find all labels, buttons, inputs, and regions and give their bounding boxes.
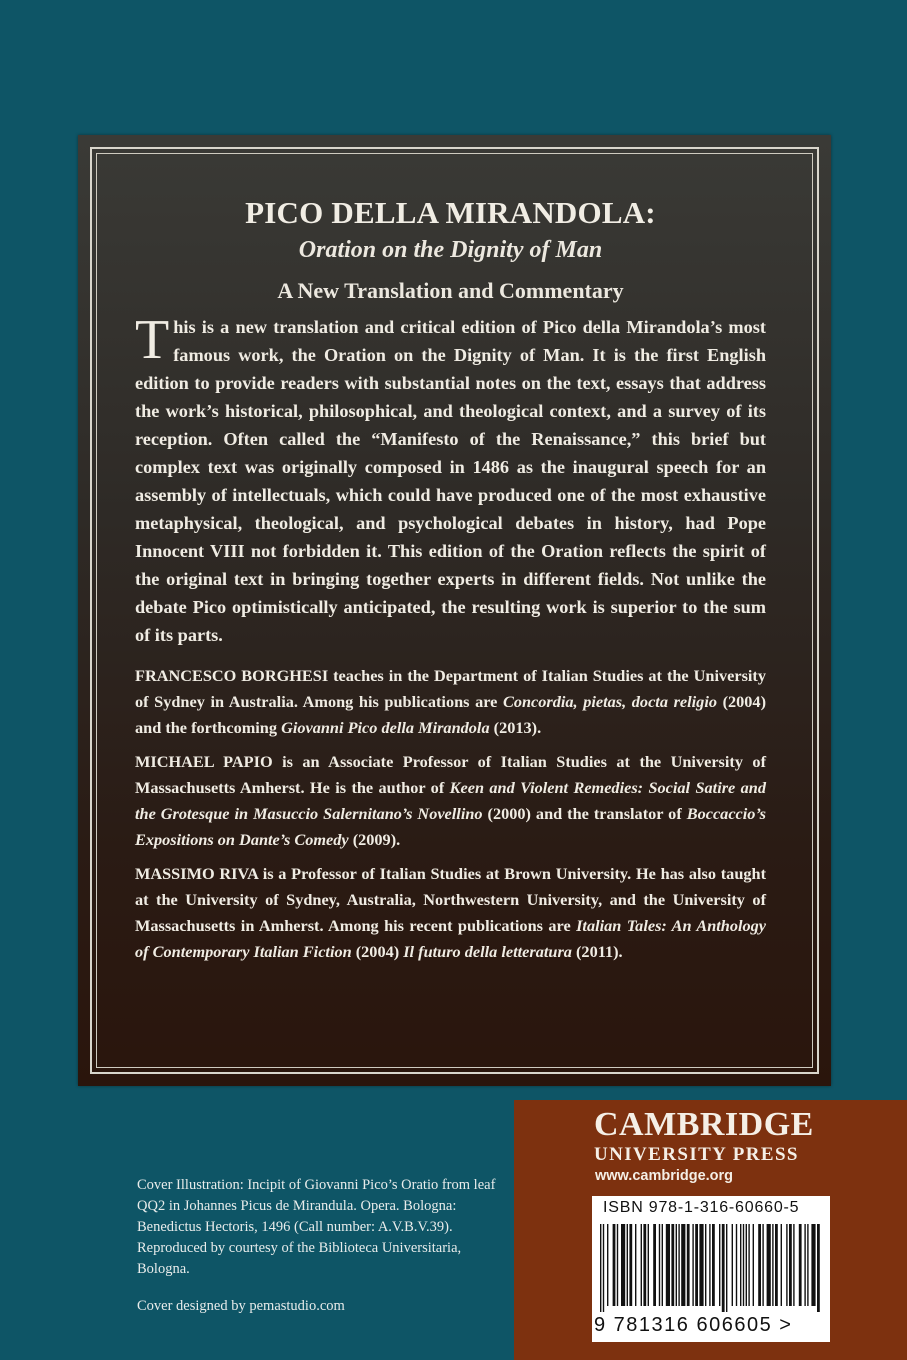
barcode-bar [743,1224,744,1306]
barcode-bar [662,1224,663,1306]
bio-text: (2004) [351,942,404,961]
barcode-bar [629,1224,632,1306]
barcode-bar [627,1224,628,1306]
bio-text: (2009). [348,830,401,849]
bio-publication-title: Keen and Violent Remedies: Social Satire and the Grotesque in Masuccio Salernitano’s Novellino [135,778,766,823]
barcode-bar [740,1224,741,1306]
barcode-bar [621,1224,625,1306]
book-title: PICO DELLA MIRANDOLA: [245,195,656,230]
publisher-block [514,1100,907,1360]
publisher-name: CAMBRIDGE [594,1106,814,1143]
barcode-bar [811,1224,815,1306]
barcode-bar [726,1224,727,1312]
barcode-bar [722,1224,725,1312]
barcode-bar [746,1224,747,1306]
barcode-bar [600,1224,601,1312]
barcode-bar [603,1224,604,1312]
book-subtitle: Oration on the Dignity of Man [298,237,603,263]
barcode-bar [653,1224,656,1306]
bio-publication-title: Italian Tales: An Anthology of Contemporary Italian Fiction [135,916,766,961]
bio-text: (2000) and the translator of [482,804,687,823]
barcode-bar [659,1224,660,1306]
barcode-bar [753,1224,754,1306]
barcode-bar [666,1224,670,1306]
barcode-icon [600,1224,822,1312]
barcode-bar [767,1224,771,1306]
barcode-digits: 9 781316 606605 > [594,1314,793,1336]
bio-publication-title: Boccaccio’s Expositions on Dante’s Comedy [135,804,766,849]
barcode-bar [607,1224,608,1306]
barcode-bar [789,1224,792,1306]
barcode-bar [736,1224,737,1306]
bio-text: is an Associate Professor of Italian Studies at the University of Massachusetts Amherst. He is the author of [135,752,766,797]
bio-text: (2011). [571,942,623,961]
cover-illustration-credit [137,1175,507,1280]
publisher-url: www.cambridge.org [595,1168,734,1184]
barcode-bar [699,1224,703,1306]
description-panel [78,135,831,1086]
barcode-bar [709,1224,710,1306]
illustration-credit-text: Cover Illustration: Incipit of Giovanni Pico’s Oratio from leaf QQ2 in Johannes Picus de Mirandula. Opera. Bologna: Benedictus Hectoris, 1496 (Call number: A.V.B.V.39). Reproduced by courtesy of the Biblioteca Universitaria, Bologna. [137,1177,496,1277]
cover-designer-credit: Cover designed by pemastudio.com [137,1298,345,1314]
bio-text: (2013). [489,718,542,737]
publisher-press: UNIVERSITY PRESS [594,1144,799,1165]
barcode-bar [705,1224,706,1306]
author-bio-papio [135,749,766,853]
bio-publication-title: Concordia, pietas, docta religio [502,692,717,711]
barcode-bar [617,1224,618,1306]
barcode-bar [762,1224,763,1306]
barcode-bar [687,1224,690,1306]
barcode-bar [807,1224,808,1306]
barcode-bar [719,1224,720,1306]
barcode-bar [678,1224,679,1306]
barcode-bar [804,1224,805,1306]
bio-publication-title: Il futuro della letteratura [403,942,572,961]
barcode-bar [775,1224,778,1306]
author-name: FRANCESCO BORGHESI [135,666,329,685]
book-description [135,309,766,649]
author-bio-borghesi [135,663,766,741]
barcode-bar [648,1224,649,1306]
barcode-bar [758,1224,761,1306]
description-dropcap: T [135,309,170,371]
barcode-bar [712,1224,715,1306]
bio-publication-title: Giovanni Pico della Mirandola [281,718,490,737]
bio-text: teaches in the Department of Italian Studies at the University of Sydney in Australia. Among his publications are [135,666,766,711]
barcode-bar [676,1224,677,1306]
barcode-bar [748,1224,749,1306]
barcode-bar [781,1224,782,1306]
barcode-bar [793,1224,794,1306]
barcode-bar [635,1224,636,1306]
barcode-bar [732,1224,733,1306]
barcode-bar [641,1224,642,1306]
description-text: his is a new translation and critical edition of Pico della Mirandola’s most famous work, the Oration on the Dignity of Man. It is the first English edition to provide readers with substantial notes on the text, essays that address the work’s historical, philosophical, and theological context, and a survey of its reception. Often called the “Manifesto of the Renaissance,” this brief but complex text was originally composed in 1486 as the inaugural speech for an assembly of intellectuals, which could have produced one of the most exhaustive metaphysical, theological, and psychological debates in history, had Pope Innocent VIII not forbidden it. This edition of the Oration reflects the spirit of the original text in bringing together experts in different fields. Not unlike the debate Pico optimistically anticipated, the resulting work is superior to the sum of its parts. [135,317,766,645]
barcode-bar [786,1224,787,1306]
panel-content [135,195,766,965]
author-bio-riva [135,861,766,965]
author-name: MICHAEL PAPIO [135,752,273,771]
barcode-bar [613,1224,616,1306]
author-name: MASSIMO RIVA [135,864,258,883]
barcode-bar [817,1224,820,1312]
barcode-bar [799,1224,802,1306]
barcode-bar [692,1224,693,1306]
barcode-bar [695,1224,698,1306]
barcode-bar [643,1224,646,1306]
isbn-label: ISBN 978-1-316-60660-5 [603,1199,800,1216]
bio-text: (2004) and the forthcoming [135,692,766,737]
book-tagline: A New Translation and Commentary [277,278,624,303]
barcode-box [592,1196,830,1342]
bio-text: is a Professor of Italian Studies at Brown University. He has also taught at the University of Sydney, Australia, Northwestern University, and the University of Massachusetts in Amherst. Among his recent publications are [135,864,766,935]
barcode-bar [671,1224,674,1306]
barcode-bar [772,1224,773,1306]
barcode-bar [681,1224,685,1306]
